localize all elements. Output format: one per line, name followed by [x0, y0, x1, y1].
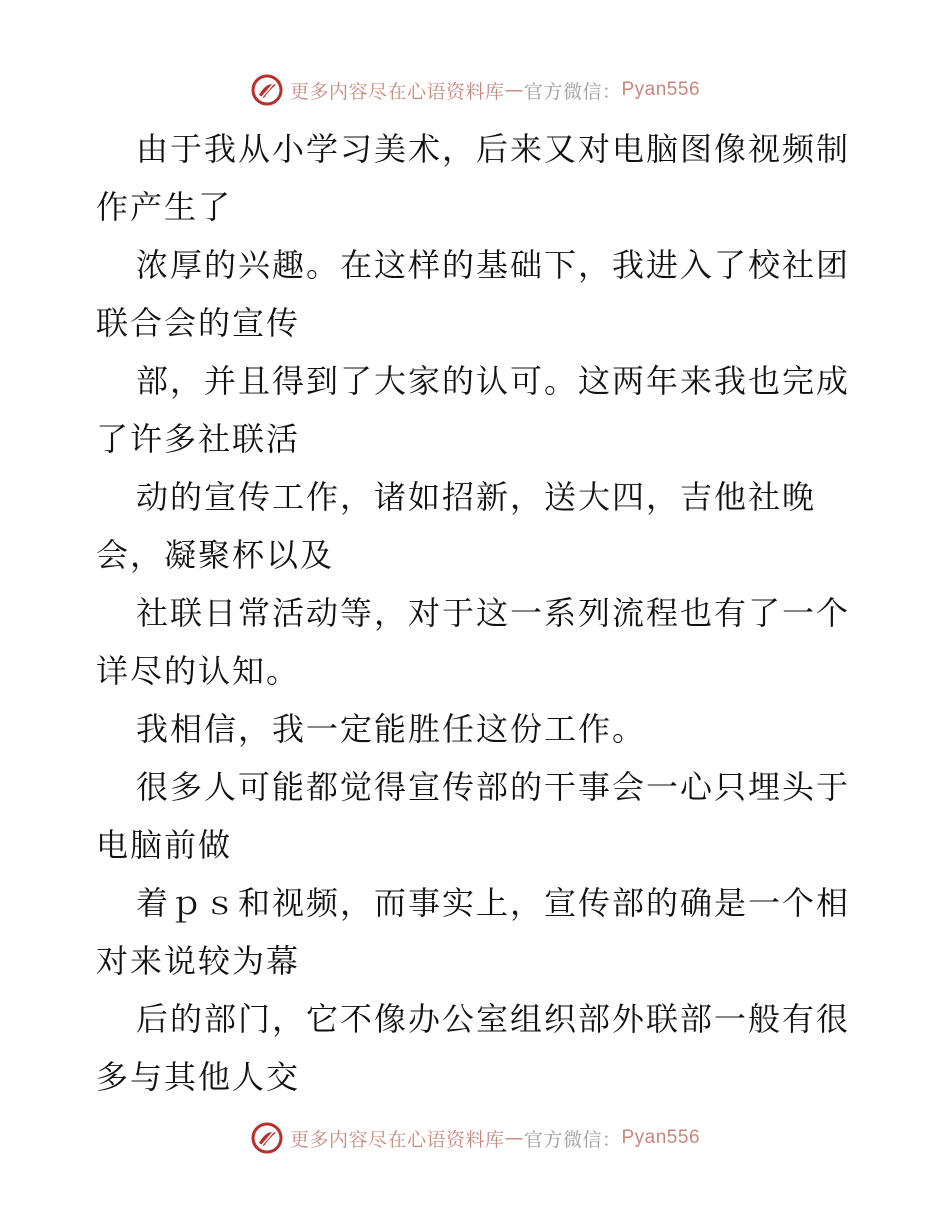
- footer-text-official: 官方微信：: [523, 1128, 622, 1151]
- text-line: 作产生了: [96, 188, 233, 226]
- text-line: 多与其他人交: [96, 1058, 301, 1096]
- text-line: 我相信，我一定能胜任这份工作。: [136, 710, 647, 748]
- text-line: 着ｐｓ和视频，而事实上，宣传部的确是一个相: [136, 884, 851, 922]
- header-dash: —: [504, 79, 524, 101]
- footer-text-main: 更多内容尽在心语资料库: [289, 1128, 505, 1151]
- text-line: 浓厚的兴趣。在这样的基础下，我进入了校社团: [136, 246, 851, 284]
- text-line: 部，并且得到了大家的认可。这两年来我也完成: [136, 362, 851, 400]
- text-line: 后的部门，它不像办公室组织部外联部一般有很: [136, 1000, 851, 1038]
- brand-logo-icon: [250, 1121, 284, 1155]
- text-line: 详尽的认知。: [96, 652, 301, 690]
- header-text-official: 官方微信：: [523, 80, 622, 103]
- text-line: 很多人可能都觉得宣传部的干事会一心只埋头于: [136, 768, 851, 806]
- footer-text-id: Pyan556: [621, 1127, 701, 1148]
- brand-logo-icon: [250, 73, 284, 107]
- text-line: 由于我从小学习美术，后来又对电脑图像视频制: [136, 130, 851, 168]
- text-line: 电脑前做: [96, 826, 233, 864]
- header-text-main: 更多内容尽在心语资料库: [289, 80, 505, 103]
- header-banner: [0, 70, 950, 110]
- footer-banner: [0, 1118, 950, 1158]
- footer-dash: —: [504, 1127, 524, 1149]
- text-line: 动的宣传工作，诸如招新，送大四，吉他社晚: [136, 478, 817, 516]
- text-line: 对来说较为幕: [96, 942, 301, 980]
- header-text-id: Pyan556: [621, 79, 701, 100]
- text-line: 会，凝聚杯以及: [96, 536, 335, 574]
- document-body: [96, 120, 856, 1106]
- text-line: 联合会的宣传: [96, 304, 301, 342]
- text-line: 了许多社联活: [96, 420, 301, 458]
- text-line: 社联日常活动等，对于这一系列流程也有了一个: [136, 594, 851, 632]
